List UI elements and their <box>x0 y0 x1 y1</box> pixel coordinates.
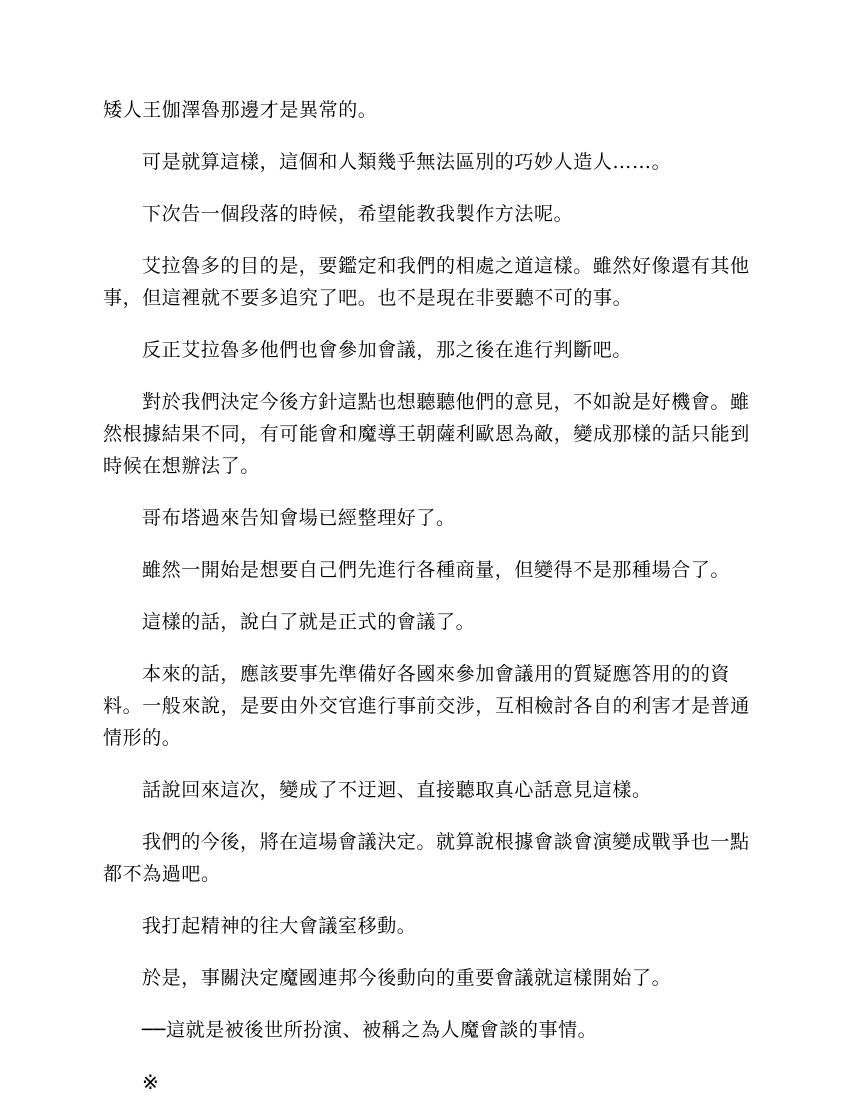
paragraph-6: 對於我們決定今後方針這點也想聽聽他們的意見，不如說是好機會。雖然根據結果不同，有可能會和魔導王朝薩利歐恩為敵，變成那樣的話只能到時候在想辦法了。 <box>103 391 750 477</box>
paragraph-10: 本來的話，應該要事先準備好各國來參加會議用的質疑應答用的的資料。一般來說，是要由外交官進行事前交涉，互相檢討各自的利害才是普通情形的。 <box>103 663 750 749</box>
paragraph-13: 我打起精神的往大會議室移動。 <box>142 915 417 937</box>
section-break-marker: ※ <box>142 1070 160 1094</box>
document-body <box>103 94 753 1118</box>
paragraph-7: 哥布塔過來告知會場已經整理好了。 <box>142 507 456 529</box>
paragraph-4: 艾拉魯多的目的是，要鑑定和我們的相處之道這樣。雖然好像還有其他事，但這裡就不要多追究了吧。也不是現在非要聽不可的事。 <box>103 255 750 309</box>
paragraph-15: ──這就是被後世所扮演、被稱之為人魔會談的事情。 <box>142 1019 598 1041</box>
paragraph-11: 話說回來這次，變成了不迂迴、直接聽取真心話意見這樣。 <box>142 779 652 801</box>
paragraph-5: 反正艾拉魯多他們也會參加會議，那之後在進行判斷吧。 <box>142 339 633 361</box>
paragraph-2: 可是就算這樣，這個和人類幾乎無法區別的巧妙人造人……。 <box>142 151 672 173</box>
paragraph-9: 這樣的話，說白了就是正式的會議了。 <box>142 611 476 633</box>
paragraph-14: 於是，事關決定魔國連邦今後動向的重要會議就這樣開始了。 <box>142 967 672 989</box>
paragraph-1: 矮人王伽澤魯那邊才是異常的。 <box>103 99 378 121</box>
paragraph-3: 下次告一個段落的時候，希望能教我製作方法呢。 <box>142 203 574 225</box>
paragraph-8: 雖然一開始是想要自己們先進行各種商量，但變得不是那種場合了。 <box>142 559 731 581</box>
paragraph-12: 我們的今後，將在這場會議決定。就算說根據會談會演變成戰爭也一點都不為過吧。 <box>103 831 750 885</box>
